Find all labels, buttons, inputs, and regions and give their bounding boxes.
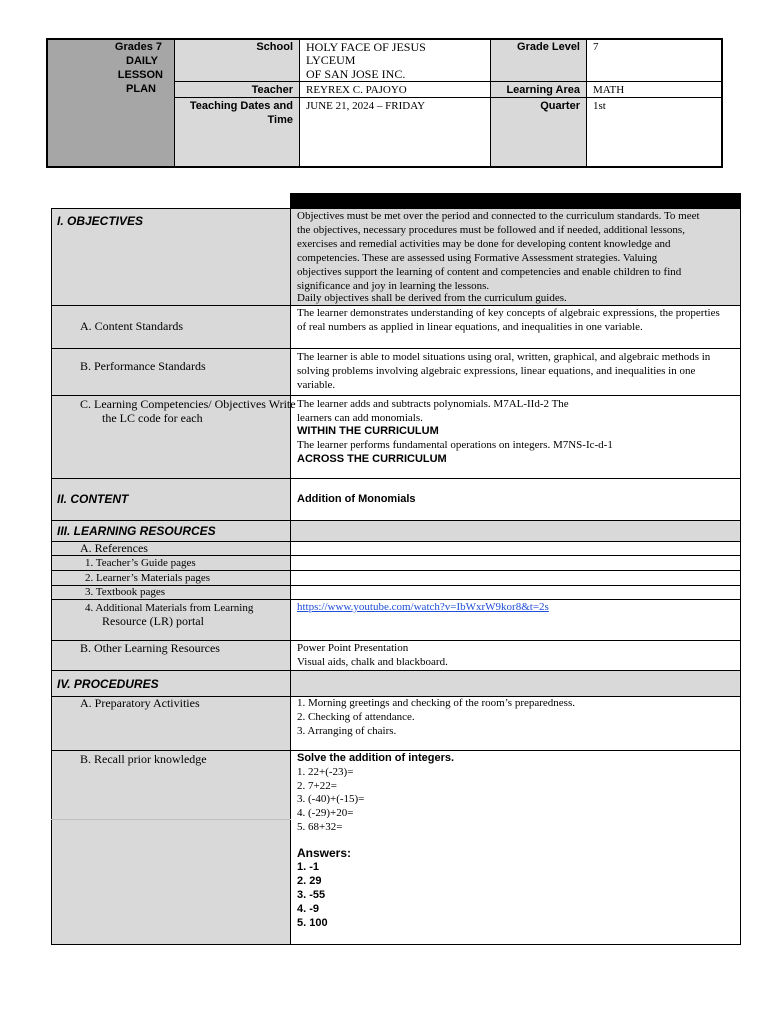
recall-item: 2. 7+22=: [297, 780, 337, 792]
across-curriculum-line: The learner performs fundamental operations on integers. M7NS-Ic-d-1: [297, 439, 613, 451]
objectives-intro-line: the objectives, necessary procedures must be followed and if needed, additional lessons,: [297, 224, 685, 236]
procedures-heading: IV. PROCEDURES: [57, 677, 159, 691]
youtube-link[interactable]: https://www.youtube.com/watch?v=IbWxrW9kor8&t=2s: [297, 601, 549, 613]
performance-standards-line: solving problems involving algebraic expressions, linear equations, and inequalities in one: [297, 365, 696, 377]
competencies-label: C. Learning Competencies/ Objectives Write: [80, 397, 296, 411]
grade-level-value: 7: [593, 41, 599, 53]
teacher-value: REYREX C. PAJOYO: [306, 84, 407, 96]
preparatory-item: 3. Arranging of chairs.: [297, 725, 397, 737]
preparatory-item: 1. Morning greetings and checking of the room’s preparedness.: [297, 697, 575, 709]
grade-level-label: Grade Level: [517, 41, 580, 53]
competencies-line: The learner adds and subtracts polynomials. M7AL-IId-2 The: [297, 398, 569, 410]
plan-title-line: DAILY: [126, 55, 158, 67]
answer-item: 3. -55: [297, 889, 326, 901]
answers-title: Answers:: [297, 846, 352, 860]
performance-standards-label: B. Performance Standards: [80, 359, 206, 373]
top-bar: [290, 193, 741, 208]
objectives-intro-line: Objectives must be met over the period and connected to the curriculum standards. To meet: [297, 210, 700, 222]
recall-item: 1. 22+(-23)=: [297, 766, 354, 778]
teachers-guide-label: 1. Teacher’s Guide pages: [85, 557, 196, 569]
content-standards-line: The learner demonstrates understanding of key concepts of algebraic expressions, the properties: [297, 307, 720, 319]
quarter-label: Quarter: [540, 100, 580, 112]
teaching-dates-label: Teaching Dates and: [189, 100, 293, 112]
recall-item: 5. 68+32=: [297, 821, 343, 833]
plan-title-line: LESSON: [117, 69, 163, 81]
plan-title-line: PLAN: [126, 83, 156, 95]
plan-title-line: Grades 7: [114, 41, 162, 53]
preparatory-item: 2. Checking of attendance.: [297, 711, 415, 723]
objectives-intro-line: significance and joy in learning the lessons.: [297, 280, 490, 292]
additional-materials-label: 4. Additional Materials from Learning: [85, 602, 254, 614]
learning-resources-heading: III. LEARNING RESOURCES: [57, 524, 216, 538]
competencies-line: learners can add monomials.: [297, 412, 423, 424]
school-value-line: LYCEUM: [306, 53, 356, 67]
recall-label: B. Recall prior knowledge: [80, 752, 207, 766]
textbook-label: 3. Textbook pages: [85, 586, 165, 598]
recall-item: 3. (-40)+(-15)=: [297, 793, 365, 805]
teaching-dates-label: Time: [267, 114, 293, 126]
objectives-intro-line: Daily objectives shall be derived from the curriculum guides.: [297, 292, 567, 304]
answer-item: 5. 100: [297, 917, 328, 929]
objectives-heading: I. OBJECTIVES: [57, 214, 144, 228]
school-label: School: [256, 41, 293, 53]
school-value-line: OF SAN JOSE INC.: [306, 67, 406, 81]
preparatory-label: A. Preparatory Activities: [80, 696, 200, 710]
school-value-line: HOLY FACE OF JESUS: [306, 40, 426, 54]
performance-standards-line: variable.: [297, 379, 336, 391]
other-resources-line: Power Point Presentation: [297, 642, 409, 654]
other-resources-label: B. Other Learning Resources: [80, 641, 220, 655]
references-label: A. References: [80, 541, 148, 555]
content-value: Addition of Monomials: [297, 493, 416, 505]
recall-title: Solve the addition of integers.: [297, 752, 455, 764]
answer-item: 2. 29: [297, 875, 322, 887]
other-resources-line: Visual aids, chalk and blackboard.: [297, 656, 448, 668]
content-heading: II. CONTENT: [57, 492, 129, 506]
objectives-intro-line: competencies. These are assessed using Formative Assessment strategies. Valuing: [297, 252, 658, 264]
across-curriculum-label: ACROSS THE CURRICULUM: [297, 453, 447, 465]
objectives-intro-line: exercises and remedial activities may be done for developing content knowledge and: [297, 238, 671, 250]
content-standards-line: of real numbers as applied in linear equations, and inequalities in one variable.: [297, 321, 643, 333]
answer-item: 4. -9: [297, 903, 320, 915]
teacher-label: Teacher: [251, 84, 293, 96]
recall-item: 4. (-29)+20=: [297, 807, 354, 819]
content-standards-label: A. Content Standards: [80, 319, 183, 333]
teaching-dates-value: JUNE 21, 2024 – FRIDAY: [306, 100, 426, 112]
performance-standards-line: The learner is able to model situations using oral, written, graphical, and algebraic methods in: [297, 351, 711, 363]
quarter-value: 1st: [593, 100, 606, 112]
answer-item: 1. -1: [297, 861, 320, 873]
learning-area-label: Learning Area: [506, 84, 580, 96]
competencies-label: the LC code for each: [102, 411, 203, 425]
within-curriculum-label: WITHIN THE CURRICULUM: [297, 425, 439, 437]
objectives-intro-line: objectives support the learning of content and competencies and enable children to find: [297, 266, 682, 278]
learners-materials-label: 2. Learner’s Materials pages: [85, 572, 211, 584]
learning-area-value: MATH: [593, 84, 625, 96]
additional-materials-label: Resource (LR) portal: [102, 614, 204, 628]
